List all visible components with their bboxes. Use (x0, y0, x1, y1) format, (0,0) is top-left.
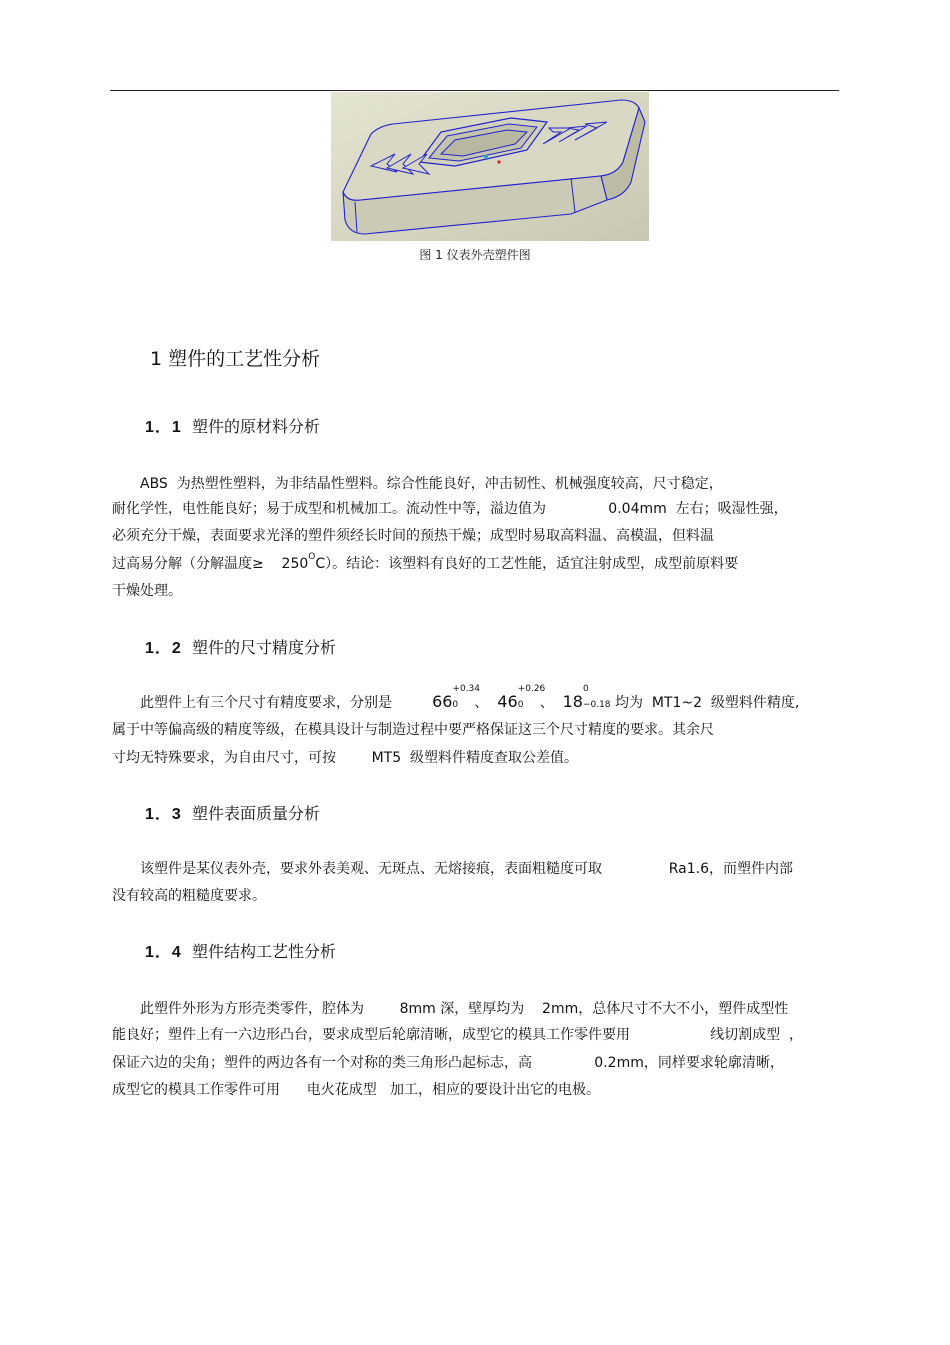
degree-symbol: O (308, 552, 316, 562)
paragraph-line (140, 684, 800, 712)
text-run: 均为 MT1~2 级塑料件精度, (614, 695, 800, 711)
section-title: 塑件的原材料分析 (191, 417, 320, 436)
paragraph-line (112, 553, 738, 573)
paragraph-line: 耐化学性，电性能良好；易于成型和机械加工。流动性中等，溢边值为 0.04mm 左右；吸湿性强， (112, 501, 788, 517)
section-1-1-heading (145, 414, 320, 437)
upper-deviation: +0.26 (517, 684, 546, 694)
upper-deviation: 0 (582, 684, 589, 694)
paragraph-line: 必须充分干燥，表面要求光泽的塑件须经长时间的预热干燥；成型时易取高料温、高模温，但料温 (112, 528, 714, 544)
section-1-4-heading (145, 939, 336, 962)
section-number: 1．3 (145, 806, 182, 823)
text-run: 此塑件上有三个尺寸有精度要求，分别是 (140, 695, 392, 711)
dimension-66: 66 (432, 692, 453, 711)
section-number: 1．4 (145, 944, 182, 961)
header-rule (110, 90, 839, 91)
lower-deviation: −0.18 (582, 700, 611, 710)
paragraph-line: 此塑件外形为方形壳类零件，腔体为 8mm 深，壁厚均为 2mm，总体尺寸不大不小，塑件成型性 (140, 1001, 789, 1017)
paragraph-line: 成型它的模具工作零件可用 电火花成型 加工，相应的要设计出它的电极。 (112, 1082, 601, 1098)
section-title: 塑件的尺寸精度分析 (191, 638, 336, 657)
lower-deviation: 0 (517, 700, 524, 710)
instrument-housing-drawing (331, 92, 649, 241)
text-run: 过高易分解（分解温度≥ 250 (112, 556, 309, 572)
dimension-18: 18 (562, 692, 583, 711)
paragraph-line: 干燥处理。 (112, 583, 182, 599)
section-title: 塑件结构工艺性分析 (191, 942, 336, 961)
separator: 、 (539, 695, 554, 711)
tolerance-66 (452, 684, 481, 710)
paragraph-line: 能良好；塑件上有一六边形凸台，要求成型后轮廓清晰，成型它的模具工作零件要用 线切割成型 ， (112, 1027, 804, 1043)
figure-caption: 图 1 仪表外壳塑件图 (419, 248, 531, 262)
section-number: 1．1 (145, 419, 182, 436)
dimension-46: 46 (497, 692, 518, 711)
tolerance-46 (517, 684, 546, 710)
section-1-3-heading (145, 801, 320, 824)
text-run: C）。结论：该塑料有良好的工艺性能，适宜注射成型，成型前原料要 (315, 556, 739, 572)
paragraph-line: 寸均无特殊要求，为自由尺寸，可按 MT5 级塑料件精度查取公差值。 (112, 750, 579, 766)
section-title: 塑件表面质量分析 (191, 804, 320, 823)
paragraph-line: 没有较高的粗糙度要求。 (112, 888, 266, 904)
paragraph-line: 属于中等偏高级的精度等级，在模具设计与制造过程中要严格保证这三个尺寸精度的要求。其余尺 (112, 722, 714, 738)
separator: 、 (474, 695, 489, 711)
paragraph-line: ABS 为热塑性塑料，为非结晶性塑料。综合性能良好，冲击韧性、机械强度较高，尺寸稳定， (140, 476, 723, 492)
paragraph-line: 保证六边的尖角；塑件的两边各有一个对称的类三角形凸起标志，高 0.2mm，同样要求轮廓清晰， (112, 1055, 784, 1071)
section-number: 1．2 (145, 640, 182, 657)
section-1-heading: 1 塑件的工艺性分析 (150, 348, 321, 370)
section-1-2-heading (145, 635, 336, 658)
paragraph-line: 该塑件是某仪表外壳，要求外表美观、无斑点、无熔接痕，表面粗糙度可取 Ra1.6，而塑件内部 (140, 861, 794, 877)
part-figure-image (331, 92, 649, 241)
tolerance-18 (582, 684, 615, 710)
upper-deviation: +0.34 (452, 684, 481, 694)
lower-deviation: 0 (452, 700, 459, 710)
